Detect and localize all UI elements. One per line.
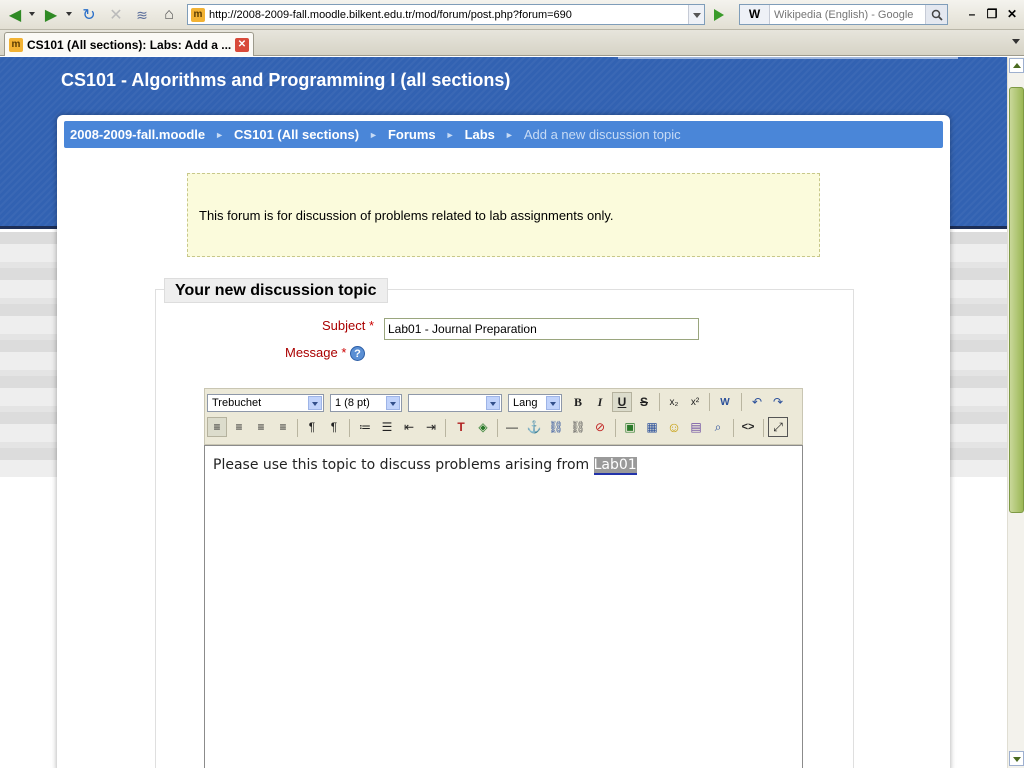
address-bar[interactable] bbox=[187, 4, 705, 25]
redo-icon[interactable]: ↷ bbox=[772, 395, 784, 409]
course-title: CS101 - Algorithms and Programming I (all sections) bbox=[61, 70, 511, 90]
editor-toolbar bbox=[204, 388, 803, 445]
toolbar-separator bbox=[733, 419, 734, 437]
magnifier-icon bbox=[931, 9, 943, 21]
breadcrumb-item-site[interactable]: 2008-2009-fall.moodle bbox=[70, 127, 206, 142]
selected-text: Lab01 bbox=[593, 457, 637, 473]
bold-icon[interactable]: B bbox=[573, 394, 582, 409]
search-button[interactable] bbox=[925, 5, 947, 24]
url-text[interactable]: http://2008-2009-fall.moodle.bilkent.edu.tr/mod/forum/post.php?forum=690 bbox=[209, 8, 572, 21]
home-icon[interactable]: ⌂ bbox=[164, 6, 174, 23]
font-family-value: Trebuchet bbox=[212, 397, 262, 409]
clean-word-icon[interactable]: W bbox=[720, 396, 730, 408]
required-marker: * bbox=[369, 318, 375, 333]
tab-list-dropdown-icon[interactable] bbox=[1012, 39, 1020, 44]
header-divider bbox=[618, 57, 958, 59]
unordered-list-icon[interactable]: ☰ bbox=[381, 420, 393, 434]
message-editor[interactable] bbox=[204, 445, 803, 768]
tab-close-icon[interactable]: ✕ bbox=[235, 38, 249, 52]
align-left-icon[interactable]: ≡ bbox=[207, 417, 227, 437]
chevron-down-icon bbox=[546, 396, 560, 410]
toolbar-separator bbox=[349, 419, 350, 437]
form-legend: Your new discussion topic bbox=[164, 278, 388, 303]
lang-value: Lang bbox=[513, 397, 538, 409]
scroll-up-icon[interactable] bbox=[1009, 58, 1024, 73]
anchor-icon[interactable]: ⚓ bbox=[526, 420, 542, 434]
insert-image-icon[interactable]: ▣ bbox=[624, 420, 636, 434]
html-source-icon[interactable]: <> bbox=[741, 421, 755, 433]
toolbar-separator bbox=[741, 393, 742, 411]
horizontal-rule-icon[interactable]: — bbox=[506, 420, 518, 434]
ordered-list-icon[interactable]: ≔ bbox=[359, 420, 371, 434]
subject-label bbox=[322, 318, 374, 333]
help-icon[interactable]: ? bbox=[350, 346, 365, 361]
font-size-value: 1 (8 pt) bbox=[335, 397, 370, 409]
justify-icon[interactable]: ≡ bbox=[279, 420, 287, 434]
close-window-icon[interactable]: ✕ bbox=[1006, 7, 1018, 21]
forum-intro-text: This forum is for discussion of problems related to lab assignments only. bbox=[199, 207, 614, 223]
text-color-icon[interactable]: T bbox=[457, 420, 465, 434]
align-right-icon[interactable]: ≡ bbox=[257, 420, 265, 434]
site-favicon-icon: m bbox=[191, 8, 205, 22]
undo-icon[interactable]: ↶ bbox=[751, 395, 763, 409]
breadcrumb-separator-icon: ► bbox=[369, 129, 378, 140]
chevron-down-icon bbox=[486, 396, 500, 410]
message-label bbox=[285, 345, 346, 360]
back-history-dropdown-icon[interactable] bbox=[29, 12, 35, 16]
stop-icon[interactable]: ✕ bbox=[109, 7, 123, 24]
lang-select[interactable] bbox=[508, 394, 562, 412]
toolbar-separator bbox=[497, 419, 498, 437]
back-arrow-icon[interactable]: ◀ bbox=[8, 7, 22, 24]
browser-toolbar bbox=[0, 0, 1024, 30]
chevron-down-icon bbox=[308, 396, 322, 410]
page-viewport bbox=[0, 57, 1007, 768]
special-characters-icon[interactable]: ▤ bbox=[690, 420, 702, 434]
breadcrumb-item-course[interactable]: CS101 (All sections) bbox=[234, 127, 360, 142]
chevron-down-icon bbox=[386, 396, 400, 410]
forward-history-dropdown-icon[interactable] bbox=[66, 12, 72, 16]
forum-intro-box bbox=[187, 173, 820, 257]
toolbar-separator bbox=[709, 393, 710, 411]
go-button[interactable] bbox=[709, 5, 729, 25]
scroll-down-icon[interactable] bbox=[1009, 751, 1024, 766]
rtl-direction-icon[interactable]: ¶ bbox=[330, 420, 338, 434]
required-marker: * bbox=[341, 345, 347, 360]
indent-icon[interactable]: ⇥ bbox=[425, 420, 437, 434]
italic-icon[interactable]: I bbox=[597, 394, 603, 409]
fullscreen-icon[interactable]: ⤢ bbox=[768, 417, 788, 437]
search-engine-icon[interactable]: W bbox=[740, 5, 770, 24]
print-icon[interactable]: ≋ bbox=[136, 6, 148, 23]
toolbar-separator bbox=[659, 393, 660, 411]
strikethrough-icon[interactable]: S bbox=[639, 395, 648, 409]
outdent-icon[interactable]: ⇤ bbox=[403, 420, 415, 434]
prevent-autolink-icon[interactable]: ⊘ bbox=[594, 420, 606, 434]
scrollbar-thumb[interactable] bbox=[1009, 87, 1024, 513]
browser-tab[interactable] bbox=[4, 32, 254, 56]
toolbar-separator bbox=[445, 419, 446, 437]
smiley-icon[interactable]: ☺ bbox=[666, 419, 682, 435]
subject-input[interactable] bbox=[384, 318, 699, 340]
reload-icon[interactable]: ↻ bbox=[82, 7, 96, 24]
subject-label-text: Subject bbox=[322, 318, 366, 333]
breadcrumb-current: Add a new discussion topic bbox=[523, 127, 681, 142]
breadcrumb-separator-icon: ► bbox=[504, 129, 514, 140]
breadcrumb-item-labs[interactable]: Labs bbox=[464, 127, 495, 142]
format-select[interactable] bbox=[408, 394, 502, 412]
align-center-icon[interactable]: ≡ bbox=[235, 420, 243, 434]
breadcrumb-separator-icon: ► bbox=[445, 129, 455, 140]
superscript-icon[interactable]: x² bbox=[690, 396, 700, 408]
message-body-text: Please use this topic to discuss problems arising from bbox=[213, 457, 594, 473]
font-size-select[interactable] bbox=[330, 394, 402, 412]
search-bar[interactable] bbox=[739, 4, 948, 25]
toolbar-separator bbox=[763, 419, 764, 437]
url-history-dropdown-icon[interactable] bbox=[688, 5, 704, 24]
breadcrumb bbox=[64, 121, 943, 148]
restore-icon[interactable]: ❐ bbox=[986, 7, 998, 21]
tab-favicon-icon: m bbox=[9, 38, 23, 52]
vertical-scrollbar[interactable] bbox=[1007, 57, 1024, 768]
breadcrumb-item-forums[interactable]: Forums bbox=[387, 127, 436, 142]
tab-bar bbox=[0, 30, 1024, 56]
background-color-icon[interactable]: ◈ bbox=[478, 420, 488, 434]
minimize-icon[interactable]: – bbox=[968, 7, 976, 21]
insert-link-icon[interactable]: ⛓ bbox=[548, 420, 564, 434]
underline-icon[interactable]: U bbox=[612, 392, 632, 412]
insert-table-icon[interactable]: ▦ bbox=[646, 420, 658, 434]
unlink-icon[interactable]: ⛓ bbox=[570, 420, 586, 434]
search-replace-icon[interactable]: ⌕ bbox=[714, 419, 722, 434]
message-label-text: Message bbox=[285, 345, 338, 360]
subscript-icon[interactable]: x₂ bbox=[669, 396, 679, 408]
search-input[interactable] bbox=[770, 6, 925, 24]
tab-title: CS101 (All sections): Labs: Add a ... bbox=[27, 37, 232, 52]
font-family-select[interactable] bbox=[207, 394, 324, 412]
breadcrumb-separator-icon: ► bbox=[215, 129, 225, 140]
toolbar-separator bbox=[297, 419, 298, 437]
forward-arrow-icon[interactable]: ▶ bbox=[44, 7, 58, 24]
ltr-direction-icon[interactable]: ¶ bbox=[308, 420, 316, 434]
toolbar-separator bbox=[615, 419, 616, 437]
